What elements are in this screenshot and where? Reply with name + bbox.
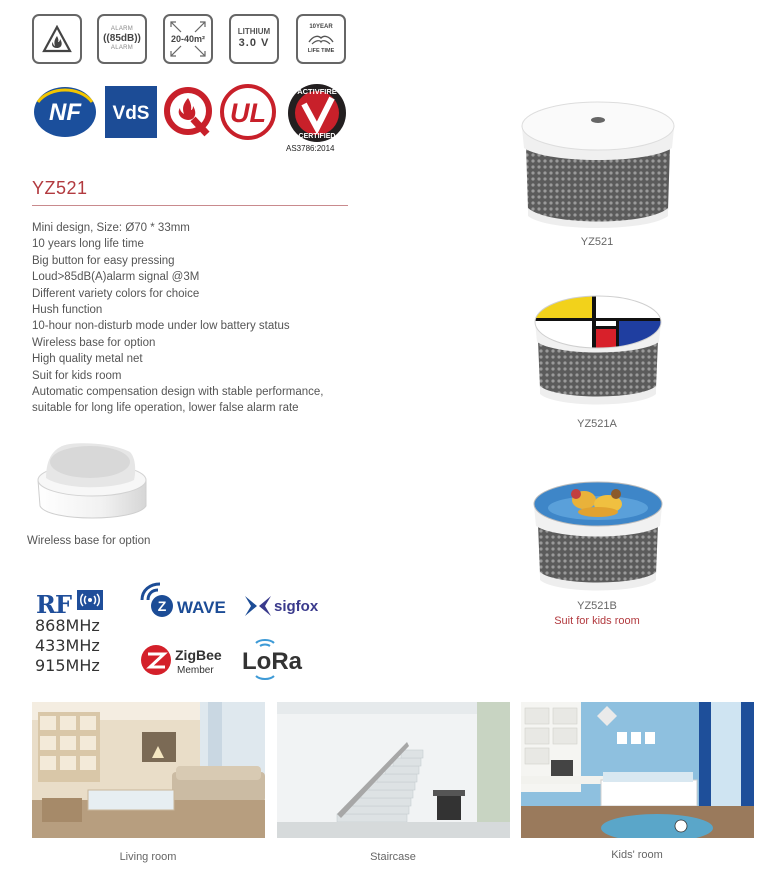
feature-item: Wireless base for option xyxy=(32,336,156,349)
activfire-standard-label: AS3786:2014 xyxy=(286,144,335,153)
svg-text:CERTIFIED: CERTIFIED xyxy=(298,133,336,140)
battery-icon xyxy=(229,14,279,64)
lifetime-icon xyxy=(296,14,346,64)
hands-icon xyxy=(306,30,336,48)
feature-item: Suit for kids room xyxy=(32,369,122,382)
frequency-433: 433MHz xyxy=(35,636,100,655)
svg-text:Z: Z xyxy=(157,598,167,614)
activfire-logo xyxy=(286,80,350,149)
sound-icon-top-label: ALARM xyxy=(110,26,134,32)
zwave-text: WAVE xyxy=(177,598,226,617)
rf-wave-icon xyxy=(77,590,103,610)
zigbee-member-text: Member xyxy=(177,665,214,676)
sigfox-text: sigfox xyxy=(274,598,319,615)
room-caption: Staircase xyxy=(370,851,416,863)
feature-item: Loud>85dB(A)alarm signal @3M xyxy=(32,271,200,284)
zigbee-text: ZigBee xyxy=(175,647,222,663)
feature-list xyxy=(32,220,362,417)
ul-logo-text: UL xyxy=(230,98,266,128)
feature-item: Mini design, Size: Ø70 * 33mm xyxy=(32,222,190,234)
rf-frequencies xyxy=(35,616,100,676)
zwave-logo xyxy=(138,582,228,627)
battery-voltage-label: 3.0 V xyxy=(238,37,270,49)
vds-logo-text: VdS xyxy=(112,103,150,124)
ul-logo xyxy=(219,84,277,145)
coverage-area-text: 20-40m² xyxy=(170,34,206,44)
frequency-915: 915MHz xyxy=(35,656,100,675)
variant-label: YZ521B xyxy=(577,600,617,612)
zigbee-logo xyxy=(140,643,230,684)
feature-item: Hush function xyxy=(32,304,103,317)
feature-item: Automatic compensation design with stable performance, xyxy=(32,386,324,399)
product-title: YZ521 xyxy=(32,178,88,198)
feature-item: Different variety colors for choice xyxy=(32,287,200,300)
rf-logo xyxy=(36,590,103,619)
sound-level-text: 85dB xyxy=(109,33,135,44)
feature-item: High quality metal net xyxy=(32,353,143,366)
vds-logo xyxy=(105,86,157,143)
product-image-yz521a xyxy=(532,294,664,411)
variant-label: YZ521 xyxy=(580,236,614,248)
variant-label: YZ521A xyxy=(577,418,617,430)
room-photo-staircase xyxy=(277,702,510,838)
variant-note: Suit for kids room xyxy=(554,615,640,627)
sound-level-value: ((85dB)) xyxy=(103,33,141,44)
sigfox-logo xyxy=(243,592,323,625)
rf-logo-text: RF xyxy=(36,590,71,619)
lora-text: LoRa xyxy=(242,648,302,675)
q-mark-logo xyxy=(163,86,215,143)
battery-type-label: LITHIUM xyxy=(237,27,271,36)
room-caption: Living room xyxy=(119,851,177,863)
sound-level-icon xyxy=(97,14,147,64)
room-photo-living-room xyxy=(32,702,265,838)
lora-logo xyxy=(240,636,320,689)
title-divider xyxy=(32,205,348,206)
feature-item: Big button for easy pressing xyxy=(32,254,175,267)
room-photo-kids-room xyxy=(521,702,754,838)
feature-item: 10-hour non-disturb mode under low battery status xyxy=(32,320,290,333)
feature-item: 10 years long life time xyxy=(32,238,144,251)
product-image-yz521 xyxy=(518,98,678,235)
feature-item: suitable for long life operation, lower false alarm rate xyxy=(32,402,299,415)
nf-logo xyxy=(32,84,98,145)
nf-logo-text: NF xyxy=(49,99,81,126)
frequency-868: 868MHz xyxy=(35,616,100,635)
room-caption: Kids' room xyxy=(611,849,663,861)
product-image-yz521b xyxy=(532,480,664,599)
sound-icon-bottom-label: ALARM xyxy=(110,45,134,51)
lifetime-label: LIFE TIME xyxy=(307,48,335,54)
wireless-base-caption: Wireless base for option xyxy=(27,535,151,547)
svg-text:ACTIVFIRE: ACTIVFIRE xyxy=(297,87,337,96)
wireless-base-image xyxy=(34,440,152,533)
coverage-area-icon xyxy=(163,14,213,64)
lifetime-years-label: 10YEAR xyxy=(309,24,333,30)
fire-warning-icon xyxy=(32,14,82,64)
